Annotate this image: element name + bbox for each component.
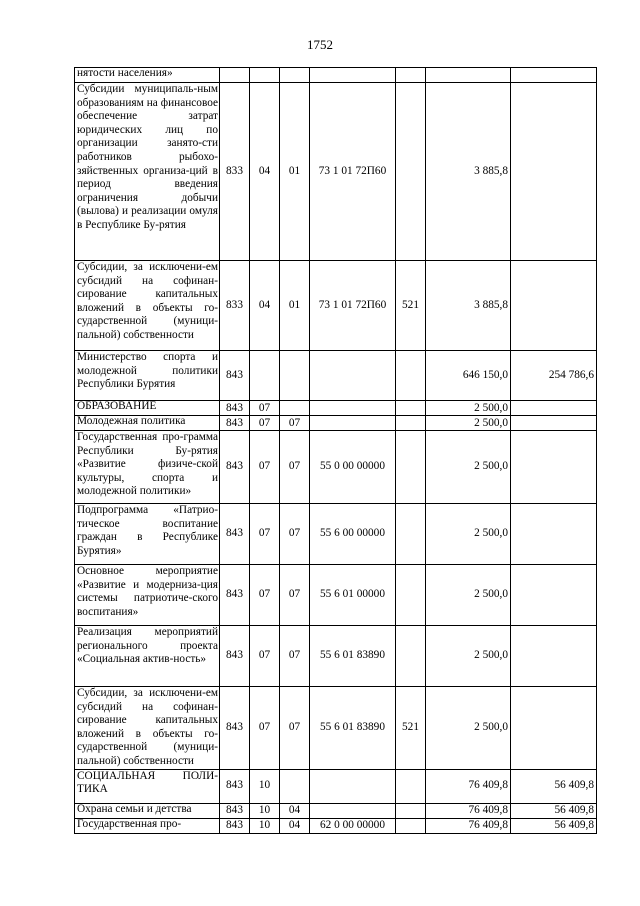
row-name-cell: Основное мероприятие «Развитие и модерниза-ция системы патриотиче-ского воспитания» bbox=[75, 565, 220, 626]
section-cell: 04 bbox=[250, 261, 280, 351]
target-article-cell: 55 6 01 00000 bbox=[310, 565, 396, 626]
ministry-code-cell bbox=[220, 68, 250, 83]
expense-type-cell bbox=[396, 626, 426, 687]
subsection-cell: 07 bbox=[280, 416, 310, 431]
table-row bbox=[75, 83, 597, 261]
ministry-code-cell: 843 bbox=[220, 803, 250, 818]
section-cell: 07 bbox=[250, 687, 280, 770]
table-row bbox=[75, 504, 597, 565]
table-row bbox=[75, 401, 597, 416]
amount-second-cell bbox=[511, 687, 597, 770]
row-name-cell: Государственная про- bbox=[75, 818, 220, 833]
target-article-cell bbox=[310, 416, 396, 431]
section-cell bbox=[250, 68, 280, 83]
amount-cell: 2 500,0 bbox=[426, 416, 511, 431]
amount-second-cell: 56 409,8 bbox=[511, 818, 597, 833]
section-cell: 07 bbox=[250, 504, 280, 565]
ministry-code-cell: 843 bbox=[220, 818, 250, 833]
amount-cell: 2 500,0 bbox=[426, 504, 511, 565]
table-row bbox=[75, 687, 597, 770]
section-cell bbox=[250, 351, 280, 401]
expense-type-cell bbox=[396, 416, 426, 431]
subsection-cell: 01 bbox=[280, 83, 310, 261]
amount-second-cell: 56 409,8 bbox=[511, 769, 597, 803]
table-row bbox=[75, 431, 597, 504]
expense-type-cell bbox=[396, 565, 426, 626]
amount-cell: 2 500,0 bbox=[426, 401, 511, 416]
row-name-cell: Молодежная политика bbox=[75, 416, 220, 431]
section-cell: 07 bbox=[250, 401, 280, 416]
amount-cell: 2 500,0 bbox=[426, 431, 511, 504]
subsection-cell: 07 bbox=[280, 504, 310, 565]
ministry-code-cell: 833 bbox=[220, 83, 250, 261]
subsection-cell bbox=[280, 351, 310, 401]
amount-second-cell: 56 409,8 bbox=[511, 803, 597, 818]
ministry-code-cell: 843 bbox=[220, 351, 250, 401]
section-cell: 10 bbox=[250, 803, 280, 818]
amount-second-cell bbox=[511, 68, 597, 83]
table-row bbox=[75, 803, 597, 818]
subsection-cell: 04 bbox=[280, 803, 310, 818]
amount-cell: 3 885,8 bbox=[426, 261, 511, 351]
section-cell: 07 bbox=[250, 431, 280, 504]
subsection-cell: 01 bbox=[280, 261, 310, 351]
subsection-cell: 07 bbox=[280, 431, 310, 504]
row-name-cell: Субсидии муниципаль-ным образованиям на финансовое обеспечение затрат юридических лиц по организации занято-сти работников рыбохо-зяйственных организа-ций в период введения ограничения добычи (вылова) и реализации омуля в Республике Бу-рятия bbox=[75, 83, 220, 261]
amount-second-cell bbox=[511, 431, 597, 504]
row-name-cell: Субсидии, за исключени-ем субсидий на софинан-сирование капитальных вложений в объекты го-сударственной (муници-пальной) собственности bbox=[75, 687, 220, 770]
amount-second-cell bbox=[511, 626, 597, 687]
subsection-cell: 07 bbox=[280, 687, 310, 770]
ministry-code-cell: 843 bbox=[220, 504, 250, 565]
ministry-code-cell: 843 bbox=[220, 416, 250, 431]
expense-type-cell bbox=[396, 401, 426, 416]
amount-cell: 76 409,8 bbox=[426, 818, 511, 833]
target-article-cell bbox=[310, 803, 396, 818]
target-article-cell bbox=[310, 351, 396, 401]
section-cell: 07 bbox=[250, 626, 280, 687]
ministry-code-cell: 843 bbox=[220, 769, 250, 803]
row-name-cell: Подпрограмма «Патрио-тическое воспитание граждан в Республике Бурятия» bbox=[75, 504, 220, 565]
target-article-cell bbox=[310, 68, 396, 83]
expense-type-cell bbox=[396, 431, 426, 504]
expense-type-cell bbox=[396, 351, 426, 401]
expense-type-cell bbox=[396, 68, 426, 83]
amount-second-cell bbox=[511, 416, 597, 431]
section-cell: 10 bbox=[250, 818, 280, 833]
budget-table bbox=[74, 67, 597, 834]
table-row bbox=[75, 769, 597, 803]
subsection-cell bbox=[280, 68, 310, 83]
amount-second-cell bbox=[511, 504, 597, 565]
target-article-cell: 55 0 00 00000 bbox=[310, 431, 396, 504]
section-cell: 07 bbox=[250, 416, 280, 431]
target-article-cell: 55 6 01 83890 bbox=[310, 626, 396, 687]
amount-cell: 2 500,0 bbox=[426, 687, 511, 770]
table-row bbox=[75, 416, 597, 431]
expense-type-cell bbox=[396, 818, 426, 833]
subsection-cell: 04 bbox=[280, 818, 310, 833]
section-cell: 07 bbox=[250, 565, 280, 626]
ministry-code-cell: 843 bbox=[220, 431, 250, 504]
expense-type-cell: 521 bbox=[396, 261, 426, 351]
amount-cell: 3 885,8 bbox=[426, 83, 511, 261]
amount-second-cell bbox=[511, 83, 597, 261]
subsection-cell: 07 bbox=[280, 626, 310, 687]
row-name-cell: нятости населения» bbox=[75, 68, 220, 83]
target-article-cell: 55 6 01 83890 bbox=[310, 687, 396, 770]
amount-second-cell bbox=[511, 261, 597, 351]
target-article-cell: 73 1 01 72П60 bbox=[310, 261, 396, 351]
table-row bbox=[75, 626, 597, 687]
row-name-cell: Реализация мероприятий регионального проекта «Социальная актив-ность» bbox=[75, 626, 220, 687]
section-cell: 04 bbox=[250, 83, 280, 261]
table-row bbox=[75, 261, 597, 351]
expense-type-cell bbox=[396, 83, 426, 261]
target-article-cell bbox=[310, 401, 396, 416]
amount-cell bbox=[426, 68, 511, 83]
table-body bbox=[75, 68, 597, 834]
expense-type-cell bbox=[396, 803, 426, 818]
subsection-cell: 07 bbox=[280, 565, 310, 626]
target-article-cell: 73 1 01 72П60 bbox=[310, 83, 396, 261]
row-name-cell: Государственная про-грамма Республики Бу-рятия «Развитие физиче-ской культуры, спорта и молодежной политики» bbox=[75, 431, 220, 504]
page-number: 1752 bbox=[307, 37, 333, 52]
amount-second-cell: 254 786,6 bbox=[511, 351, 597, 401]
amount-cell: 2 500,0 bbox=[426, 565, 511, 626]
row-name-cell: Субсидии, за исключени-ем субсидий на софинан-сирование капитальных вложений в объекты го-сударственной (муници-пальной) собственности bbox=[75, 261, 220, 351]
amount-second-cell bbox=[511, 401, 597, 416]
row-name-cell: Министерство спорта и молодежной политики Республики Бурятия bbox=[75, 351, 220, 401]
row-name-cell: ОБРАЗОВАНИЕ bbox=[75, 401, 220, 416]
ministry-code-cell: 843 bbox=[220, 687, 250, 770]
amount-second-cell bbox=[511, 565, 597, 626]
ministry-code-cell: 833 bbox=[220, 261, 250, 351]
table-row bbox=[75, 818, 597, 833]
row-name-cell: СОЦИАЛЬНАЯ ПОЛИ-ТИКА bbox=[75, 769, 220, 803]
amount-cell: 2 500,0 bbox=[426, 626, 511, 687]
expense-type-cell: 521 bbox=[396, 687, 426, 770]
amount-cell: 76 409,8 bbox=[426, 803, 511, 818]
ministry-code-cell: 843 bbox=[220, 565, 250, 626]
section-cell: 10 bbox=[250, 769, 280, 803]
target-article-cell: 55 6 00 00000 bbox=[310, 504, 396, 565]
ministry-code-cell: 843 bbox=[220, 626, 250, 687]
target-article-cell bbox=[310, 769, 396, 803]
target-article-cell: 62 0 00 00000 bbox=[310, 818, 396, 833]
expense-type-cell bbox=[396, 504, 426, 565]
table-row bbox=[75, 565, 597, 626]
amount-cell: 646 150,0 bbox=[426, 351, 511, 401]
subsection-cell bbox=[280, 769, 310, 803]
ministry-code-cell: 843 bbox=[220, 401, 250, 416]
subsection-cell bbox=[280, 401, 310, 416]
table-row bbox=[75, 351, 597, 401]
expense-type-cell bbox=[396, 769, 426, 803]
row-name-cell: Охрана семьи и детства bbox=[75, 803, 220, 818]
table-row bbox=[75, 68, 597, 83]
amount-cell: 76 409,8 bbox=[426, 769, 511, 803]
